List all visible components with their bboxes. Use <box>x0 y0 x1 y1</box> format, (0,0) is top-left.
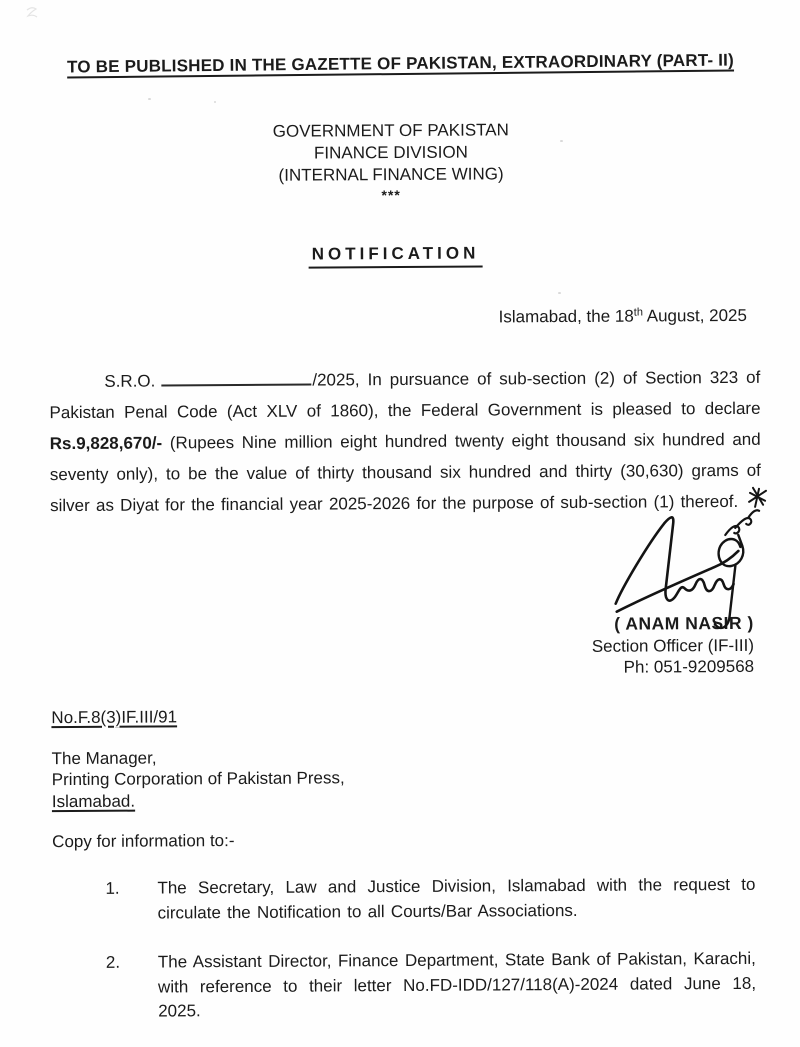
addressee-block <box>52 743 800 812</box>
copy-item-text: The Secretary, Law and Justice Division, Islamabad with the request to circulate the Notification to all Courts/Bar Associations. <box>157 874 756 922</box>
notification-title-row <box>0 242 796 271</box>
sro-blank-line <box>161 371 311 387</box>
letterhead <box>0 118 791 207</box>
star-separator: *** <box>381 186 401 204</box>
dateline-place-day: Islamabad, the 18 <box>498 306 634 327</box>
copy-heading: Copy for information to:- <box>52 831 235 852</box>
copy-item-number: 1. <box>105 878 120 898</box>
copy-item <box>6 947 800 1025</box>
dateline-ordinal: th <box>633 306 643 319</box>
signatory-name: ( ANAM NASIR ) <box>614 612 754 634</box>
body-paragraph <box>49 362 761 521</box>
copy-item-number: 2. <box>105 952 121 972</box>
addressee-line-1: The Manager, <box>51 748 157 768</box>
sro-label: S.R.O. <box>104 371 156 391</box>
body-text-1: /2025, In pursuance of sub-section (2) of Section 323 of Pakistan Penal Code (Act XLV of 1860), the Federal Government is pleased to declare <box>49 367 761 423</box>
gazette-header-text: TO BE PUBLISHED IN THE GAZETTE OF PAKISTAN, EXTRAORDINARY (PART- II) <box>66 50 735 77</box>
division-line: FINANCE DIVISION <box>313 142 468 163</box>
signatory-designation: Section Officer (IF-III) <box>591 635 755 656</box>
reference-number: No.F.8(3)IF.III/91 <box>51 706 178 727</box>
dateline <box>2 306 800 331</box>
government-line: GOVERNMENT OF PAKISTAN <box>272 120 509 141</box>
copy-item <box>5 873 800 927</box>
addressee-line-3: Islamabad. <box>51 791 136 811</box>
signature-block <box>4 613 800 682</box>
dateline-month-year: August, 2025 <box>642 305 747 326</box>
signatory-phone: Ph: 051-9209568 <box>623 656 755 677</box>
body-text-2: (Rupees Nine million eight hundred twenty eight thousand six hundred and seventy only), to be the value of thirty thousand six hundred and thirty (30,630) grams of silver as Diyat for the financial year 2025-2026 for the purpose of sub-section (1) thereof. <box>49 429 761 516</box>
wing-line: (INTERNAL FINANCE WING) <box>278 164 504 185</box>
addressee-line-2: Printing Corporation of Pakistan Press, <box>51 768 345 790</box>
copy-item-text: The Assistant Director, Finance Department, State Bank of Pakistan, Karachi, with reference to their letter No.FD-IDD/127/118(A)-2024 dated June 18, 2025. <box>157 948 757 1021</box>
diyat-amount: Rs.9,828,670/- <box>49 433 163 454</box>
notification-title: NOTIFICATION <box>309 244 483 269</box>
gazette-header <box>0 0 800 78</box>
